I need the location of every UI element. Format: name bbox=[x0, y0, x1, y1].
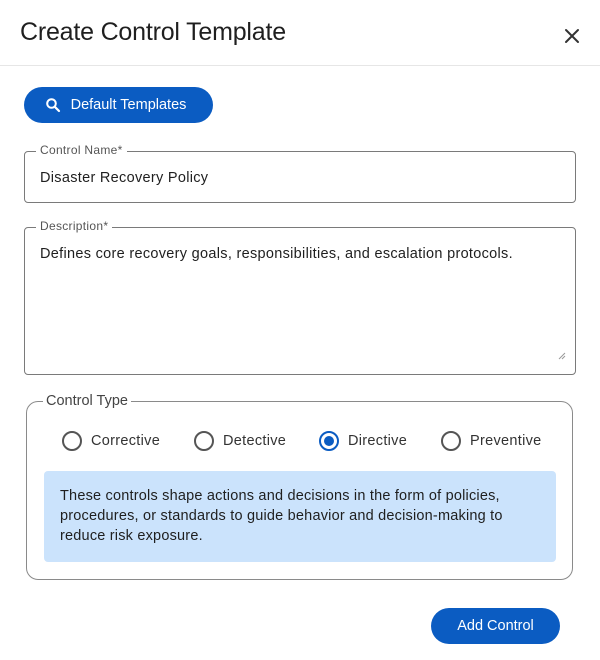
dialog-title: Create Control Template bbox=[20, 18, 286, 46]
description-textarea[interactable] bbox=[40, 244, 558, 362]
radio-circle bbox=[194, 431, 214, 451]
dialog-header bbox=[0, 0, 600, 66]
radio-label: Corrective bbox=[91, 433, 161, 449]
add-control-button[interactable]: Add Control bbox=[431, 608, 560, 644]
control-name-field bbox=[24, 143, 576, 203]
control-name-label: Control Name* bbox=[36, 143, 127, 157]
radio-preventive[interactable] bbox=[441, 430, 542, 452]
radio-circle bbox=[62, 431, 82, 451]
radio-circle-selected bbox=[319, 431, 339, 451]
radio-label: Directive bbox=[348, 433, 408, 449]
close-icon bbox=[564, 28, 580, 44]
control-name-input[interactable] bbox=[40, 168, 560, 188]
description-label: Description* bbox=[36, 219, 112, 233]
control-type-legend: Control Type bbox=[43, 393, 131, 409]
radio-label: Preventive bbox=[470, 433, 542, 449]
search-icon bbox=[45, 97, 61, 113]
radio-label: Detective bbox=[223, 433, 287, 449]
description-field bbox=[24, 219, 576, 375]
control-type-group bbox=[26, 393, 573, 580]
radio-corrective[interactable] bbox=[62, 430, 160, 452]
close-button[interactable] bbox=[560, 24, 584, 48]
resize-handle-icon[interactable] bbox=[556, 350, 566, 360]
radio-directive[interactable] bbox=[319, 430, 407, 452]
control-type-info: These controls shape actions and decisions in the form of policies, procedures, or standards to guide behavior and decision-making to reduce risk exposure. bbox=[44, 471, 556, 562]
radio-detective[interactable] bbox=[194, 430, 286, 452]
default-templates-button[interactable] bbox=[24, 87, 213, 123]
radio-circle bbox=[441, 431, 461, 451]
default-templates-label: Default Templates bbox=[70, 97, 187, 113]
